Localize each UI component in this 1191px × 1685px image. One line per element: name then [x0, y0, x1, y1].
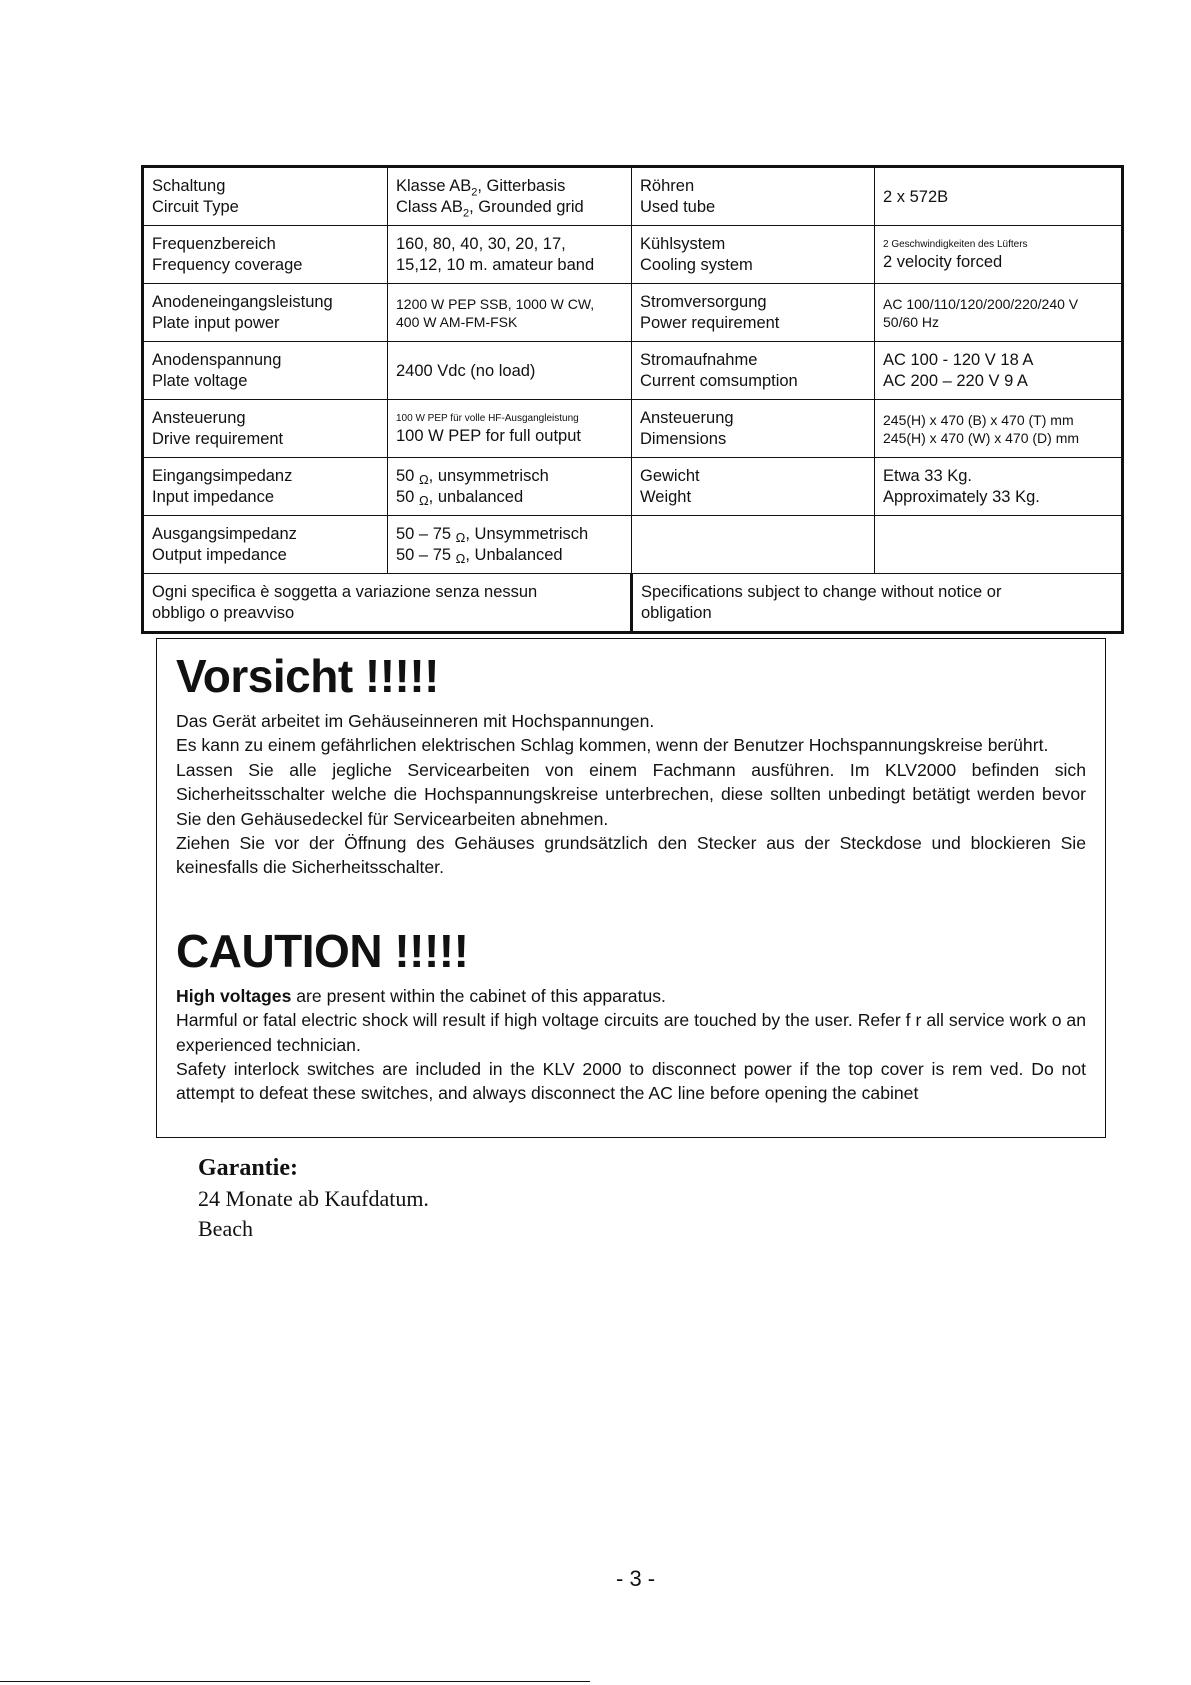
spec-value — [388, 167, 632, 226]
spec-label-de-en — [632, 400, 875, 458]
spec-value — [388, 226, 632, 284]
caution-heading: CAUTION !!!!! — [176, 924, 469, 977]
spec-label-line: Plate voltage — [152, 372, 248, 390]
spec-footer-row — [143, 574, 1123, 633]
spec-label-line: Used tube — [640, 198, 716, 216]
spec-label-line: Circuit Type — [152, 198, 239, 216]
spec-label-line: Current comsumption — [640, 372, 798, 390]
spec-row — [143, 226, 1123, 284]
spec-label-line: Röhren — [640, 177, 695, 195]
spec-label-line: Anodeneingangsleistung — [152, 293, 333, 311]
spec-label-de-en — [143, 458, 388, 516]
spec-value-line: 2 x 572B — [883, 187, 949, 206]
german-warning-line: Ziehen Sie vor der Öffnung des Gehäuses grundsätzlich den Stecker aus der Steckdose und blockieren Sie keinesfalls die Sicherheitsschalter. — [176, 833, 1086, 878]
footer-rule — [0, 1681, 590, 1682]
spec-label-line: Stromaufnahme — [640, 351, 758, 369]
spec-row — [143, 516, 1123, 574]
spec-label-line: Schaltung — [152, 177, 226, 195]
spec-value-line: 160, 80, 40, 30, 20, 17, — [396, 235, 566, 253]
garantie-line: Beach — [198, 1216, 253, 1241]
spec-value — [875, 400, 1123, 458]
spec-row — [143, 284, 1123, 342]
spec-label-de-en — [632, 342, 875, 400]
spec-notice-line: obbligo o preavviso — [152, 604, 295, 622]
spec-value — [388, 400, 632, 458]
spec-label-de-en — [143, 226, 388, 284]
vorsicht-heading: Vorsicht !!!!! — [176, 650, 440, 702]
english-warning-text — [176, 984, 1086, 1106]
spec-label-line: Drive requirement — [152, 430, 284, 448]
spec-value-line: 245(H) x 470 (B) x 470 (T) mm — [883, 412, 1074, 428]
spec-value-line: Klasse $AB_2$, Gitterbasis — [396, 177, 566, 199]
high-voltages-bold: High voltages — [176, 985, 292, 1006]
spec-label-line: Ansteuerung — [152, 409, 246, 427]
german-warning-line: Lassen Sie alle jegliche Servicearbeiten von einem Fachmann ausführen. Im KLV2000 befinden sich Sicherheitsschalter welche die Hochspannungskreise unterbrechen, diese sollten unbedingt betätigt werden bevor Sie den Gehäusedeckel für Servicearbeiten abnehmen. — [176, 759, 1086, 829]
spec-value-line: 50/60 Hz — [883, 314, 940, 330]
spec-value-line-small: 100 W PEP für volle HF-Ausgangleistung — [396, 412, 579, 424]
spec-value-line: 400 W AM-FM-FSK — [396, 314, 518, 330]
spec-value — [875, 342, 1123, 400]
spec-value-line: 1200 W PEP SSB, 1000 W CW, — [396, 296, 595, 312]
spec-label-line: Output impedance — [152, 546, 287, 564]
spec-value — [875, 167, 1123, 226]
spec-label-de-en — [632, 516, 875, 574]
spec-value — [875, 458, 1123, 516]
spec-value-line: AC 100/110/120/200/220/240 V — [883, 296, 1079, 312]
spec-label-de-en — [632, 458, 875, 516]
german-warning-line: Das Gerät arbeitet im Gehäuseinneren mit Hochspannungen. — [176, 711, 655, 731]
spec-label-line: Power requirement — [640, 314, 780, 332]
spec-label-line: Ausgangsimpedanz — [152, 525, 297, 543]
spec-label-line: Gewicht — [640, 467, 700, 485]
specification-table — [141, 165, 1124, 634]
spec-value — [388, 284, 632, 342]
caution-box — [156, 638, 1106, 1138]
spec-row — [143, 342, 1123, 400]
spec-value-line: 50 Ω, unsymmetrisch — [396, 467, 549, 487]
spec-row — [143, 167, 1123, 226]
spec-value-line: AC 200 – 220 V 9 A — [883, 372, 1028, 390]
spec-value — [875, 226, 1123, 284]
spec-label-de-en — [143, 284, 388, 342]
spec-label-de-en — [632, 284, 875, 342]
german-warning-line: Es kann zu einem gefährlichen elektrischen Schlag kommen, wenn der Benutzer Hochspannungskreise berührt. — [176, 735, 1049, 756]
spec-value-line: 2400 Vdc (no load) — [396, 361, 536, 380]
spec-value-line: 15,12, 10 m. amateur band — [396, 256, 595, 274]
spec-notice-italian — [143, 574, 632, 633]
spec-value — [875, 516, 1123, 574]
spec-value — [388, 342, 632, 400]
spec-value-line-small: 2 Geschwindigkeiten des Lüfters — [883, 238, 1028, 250]
spec-value-line: 50 – 75 Ω, Unsymmetrisch — [396, 525, 589, 545]
spec-value-line: AC 100 - 120 V 18 A — [883, 351, 1034, 369]
spec-label-de-en — [632, 167, 875, 226]
spec-label-line: Input impedance — [152, 488, 275, 506]
spec-notice-line: obligation — [641, 604, 712, 622]
spec-value-line: Approximately 33 Kg. — [883, 488, 1040, 506]
spec-notice-line: Specifications subject to change without notice or — [641, 583, 1002, 601]
garantie-title: Garantie: — [198, 1155, 298, 1181]
spec-label-de-en — [143, 516, 388, 574]
spec-value-line: Class $AB_2$, Grounded grid — [396, 198, 584, 220]
spec-row — [143, 400, 1123, 458]
spec-label-line: Dimensions — [640, 430, 727, 448]
spec-label-line: Anodenspannung — [152, 351, 282, 369]
spec-value-line: 2 velocity forced — [883, 252, 1003, 271]
garantie-line: 24 Monate ab Kaufdatum. — [198, 1186, 429, 1211]
english-warning-line: Safety interlock switches are included in the KLV 2000 to disconnect power if the top cover is rem ved. Do not attempt to defeat these switches, and always disconnect the AC line before opening the cabinet — [176, 1059, 1086, 1104]
spec-label-line: Frequenzbereich — [152, 235, 276, 253]
spec-label-de-en — [632, 226, 875, 284]
spec-value-line: 245(H) x 470 (W) x 470 (D) mm — [883, 430, 1080, 446]
spec-label-line: Eingangsimpedanz — [152, 467, 293, 485]
english-warning-line — [176, 984, 1086, 1008]
spec-notice-line: Ogni specifica è soggetta a variazione senza nessun — [152, 583, 538, 601]
english-warning-first-rest: are present within the cabinet of this apparatus. — [291, 985, 666, 1006]
spec-label-de-en — [143, 167, 388, 226]
spec-value-line: Etwa 33 Kg. — [883, 467, 972, 485]
spec-value — [388, 516, 632, 574]
garantie-section — [198, 1152, 429, 1244]
spec-label-line: Weight — [640, 488, 692, 506]
page-number: - 3 - — [616, 1566, 656, 1591]
spec-label-line: Stromversorgung — [640, 293, 767, 311]
spec-label-de-en — [143, 342, 388, 400]
english-warning-line: Harmful or fatal electric shock will result if high voltage circuits are touched by the user. Refer f r all service work o an experienced technician. — [176, 1010, 1086, 1055]
spec-notice-english — [632, 574, 1123, 633]
spec-label-de-en — [143, 400, 388, 458]
german-warning-text — [176, 709, 1086, 880]
spec-value — [875, 284, 1123, 342]
spec-label-line: Ansteuerung — [640, 409, 734, 427]
spec-value-line: 50 Ω, unbalanced — [396, 488, 524, 508]
spec-label-line: Plate input power — [152, 314, 280, 332]
spec-value-line: 100 W PEP for full output — [396, 426, 581, 445]
spec-row — [143, 458, 1123, 516]
spec-label-line: Cooling system — [640, 256, 753, 274]
spec-label-line: Frequency coverage — [152, 256, 303, 274]
spec-label-line: Kühlsystem — [640, 235, 726, 253]
spec-value — [388, 458, 632, 516]
spec-value-line: 50 – 75 Ω, Unbalanced — [396, 546, 563, 566]
